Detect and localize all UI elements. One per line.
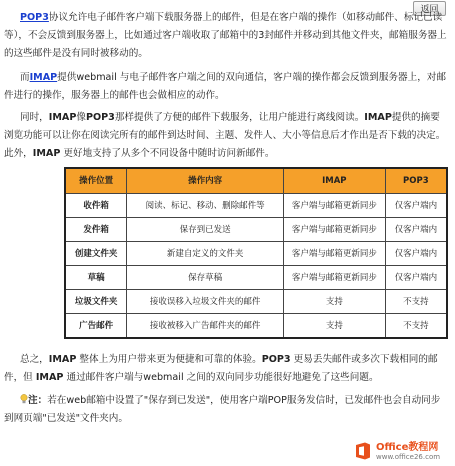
table-row: [65, 194, 447, 218]
text-segment: 提供的摘要浏览功能可以让你在阅读完所有的邮件到达时间、主题、发件人、大小等信息后才作出是否下载的决定。此外，: [4, 112, 446, 159]
cell-operation: 接收误移入垃圾文件夹的邮件: [127, 290, 284, 314]
keyword-imap: IMAP: [364, 112, 392, 123]
cell-imap: 支持: [284, 290, 386, 314]
header-location: 操作位置: [65, 168, 127, 194]
cell-pop3: 仅客户端内: [385, 266, 447, 290]
cell-imap: 客户端与邮箱更新同步: [284, 242, 386, 266]
header-operation: 操作内容: [127, 168, 284, 194]
keyword-pop3: POP3: [261, 354, 291, 365]
text-segment: 那样提供了方便的邮件下载服务，让用户能进行离线阅读。: [114, 112, 365, 123]
cell-imap: 客户端与邮箱更新同步: [284, 218, 386, 242]
cell-pop3: 仅客户端内: [385, 218, 447, 242]
table-row: [65, 290, 447, 314]
cell-operation: 接收被移入广告邮件夹的邮件: [127, 314, 284, 339]
lightbulb-icon: [20, 394, 28, 404]
watermark-text: [376, 442, 440, 461]
note-text: 若在web邮箱中设置了"保存到已发送"，使用客户端POP服务发信时，已发邮件也会自动同步到网页端"已发送"文件夹内。: [4, 395, 441, 424]
paragraph-imap-text: 提供webmail 与电子邮件客户端之间的双向通信，客户端的操作都会反馈到服务器上，对邮件进行的操作，服务器上的邮件也会做相应的动作。: [4, 72, 446, 101]
header-pop3: POP3: [385, 168, 447, 194]
text-segment: 更易丢失邮件或多次下载相同的邮件，但: [4, 354, 438, 383]
text-segment: 像: [76, 112, 86, 123]
office-logo-icon: [353, 441, 373, 461]
cell-location: 草稿: [65, 266, 127, 290]
keyword-imap: IMAP: [48, 354, 77, 365]
table-row: [65, 218, 447, 242]
comparison-table: [64, 167, 448, 339]
cell-pop3: 仅客户端内: [385, 242, 447, 266]
table-row: [65, 242, 447, 266]
table-row: [65, 314, 447, 339]
cell-operation: 保存草稿: [127, 266, 284, 290]
watermark-logo: [353, 440, 447, 462]
cell-imap: 客户端与邮箱更新同步: [284, 194, 386, 218]
cell-operation: 阅读、标记、移动、删除邮件等: [127, 194, 284, 218]
cell-location: 发件箱: [65, 218, 127, 242]
cell-pop3: 不支持: [385, 314, 447, 339]
table-header-row: [65, 168, 447, 194]
cell-operation: 保存到已发送: [127, 218, 284, 242]
table-row: [65, 266, 447, 290]
cell-imap: 支持: [284, 314, 386, 339]
keyword-imap: IMAP: [35, 372, 64, 383]
paragraph-features: [4, 109, 448, 163]
cell-location: 垃圾文件夹: [65, 290, 127, 314]
header-imap: IMAP: [284, 168, 386, 194]
keyword-imap: IMAP: [48, 112, 77, 123]
keyword-imap: IMAP: [32, 148, 61, 159]
article-body: [4, 9, 448, 428]
paragraph-pop3-text: 协议允许电子邮件客户端下载服务器上的邮件，但是在客户端的操作（如移动邮件、标记已读等），不会反馈到服务器上，比如通过客户端收取了邮箱中的3封邮件并移动到其他文件夹，邮箱服务器上的这些邮件是没有同时被移动的。: [4, 12, 447, 59]
note-label: 注：: [28, 395, 48, 406]
paragraph-summary: [4, 351, 448, 387]
text-segment: 通过邮件客户端与webmail 之间的双向同步功能很好地避免了这些问题。: [63, 372, 379, 383]
paragraph-pop3: [4, 9, 448, 63]
cell-pop3: 仅客户端内: [385, 194, 447, 218]
text-segment: 整体上为用户带来更为便捷和可靠的体验。: [76, 354, 262, 365]
cell-location: 收件箱: [65, 194, 127, 218]
watermark-url: www.office26.com: [376, 452, 441, 461]
text-segment: 同时，: [20, 112, 49, 123]
paragraph-imap: [4, 69, 448, 105]
cell-operation: 新建自定义的文件夹: [127, 242, 284, 266]
cell-location: 创建文件夹: [65, 242, 127, 266]
link-pop3[interactable]: POP3: [20, 12, 49, 23]
keyword-pop3: POP3: [85, 112, 115, 123]
paragraph-imap-prefix: 而: [20, 72, 30, 83]
text-segment: 总之，: [20, 354, 49, 365]
cell-location: 广告邮件: [65, 314, 127, 339]
note-paragraph: [4, 392, 448, 428]
text-segment: 更好地支持了从多个不同设备中随时访问新邮件。: [60, 148, 275, 159]
cell-imap: 客户端与邮箱更新同步: [284, 266, 386, 290]
cell-pop3: 不支持: [385, 290, 447, 314]
link-imap[interactable]: IMAP: [29, 72, 58, 83]
back-button[interactable]: 返回: [413, 1, 446, 16]
watermark-name: Office教程网: [376, 441, 439, 453]
